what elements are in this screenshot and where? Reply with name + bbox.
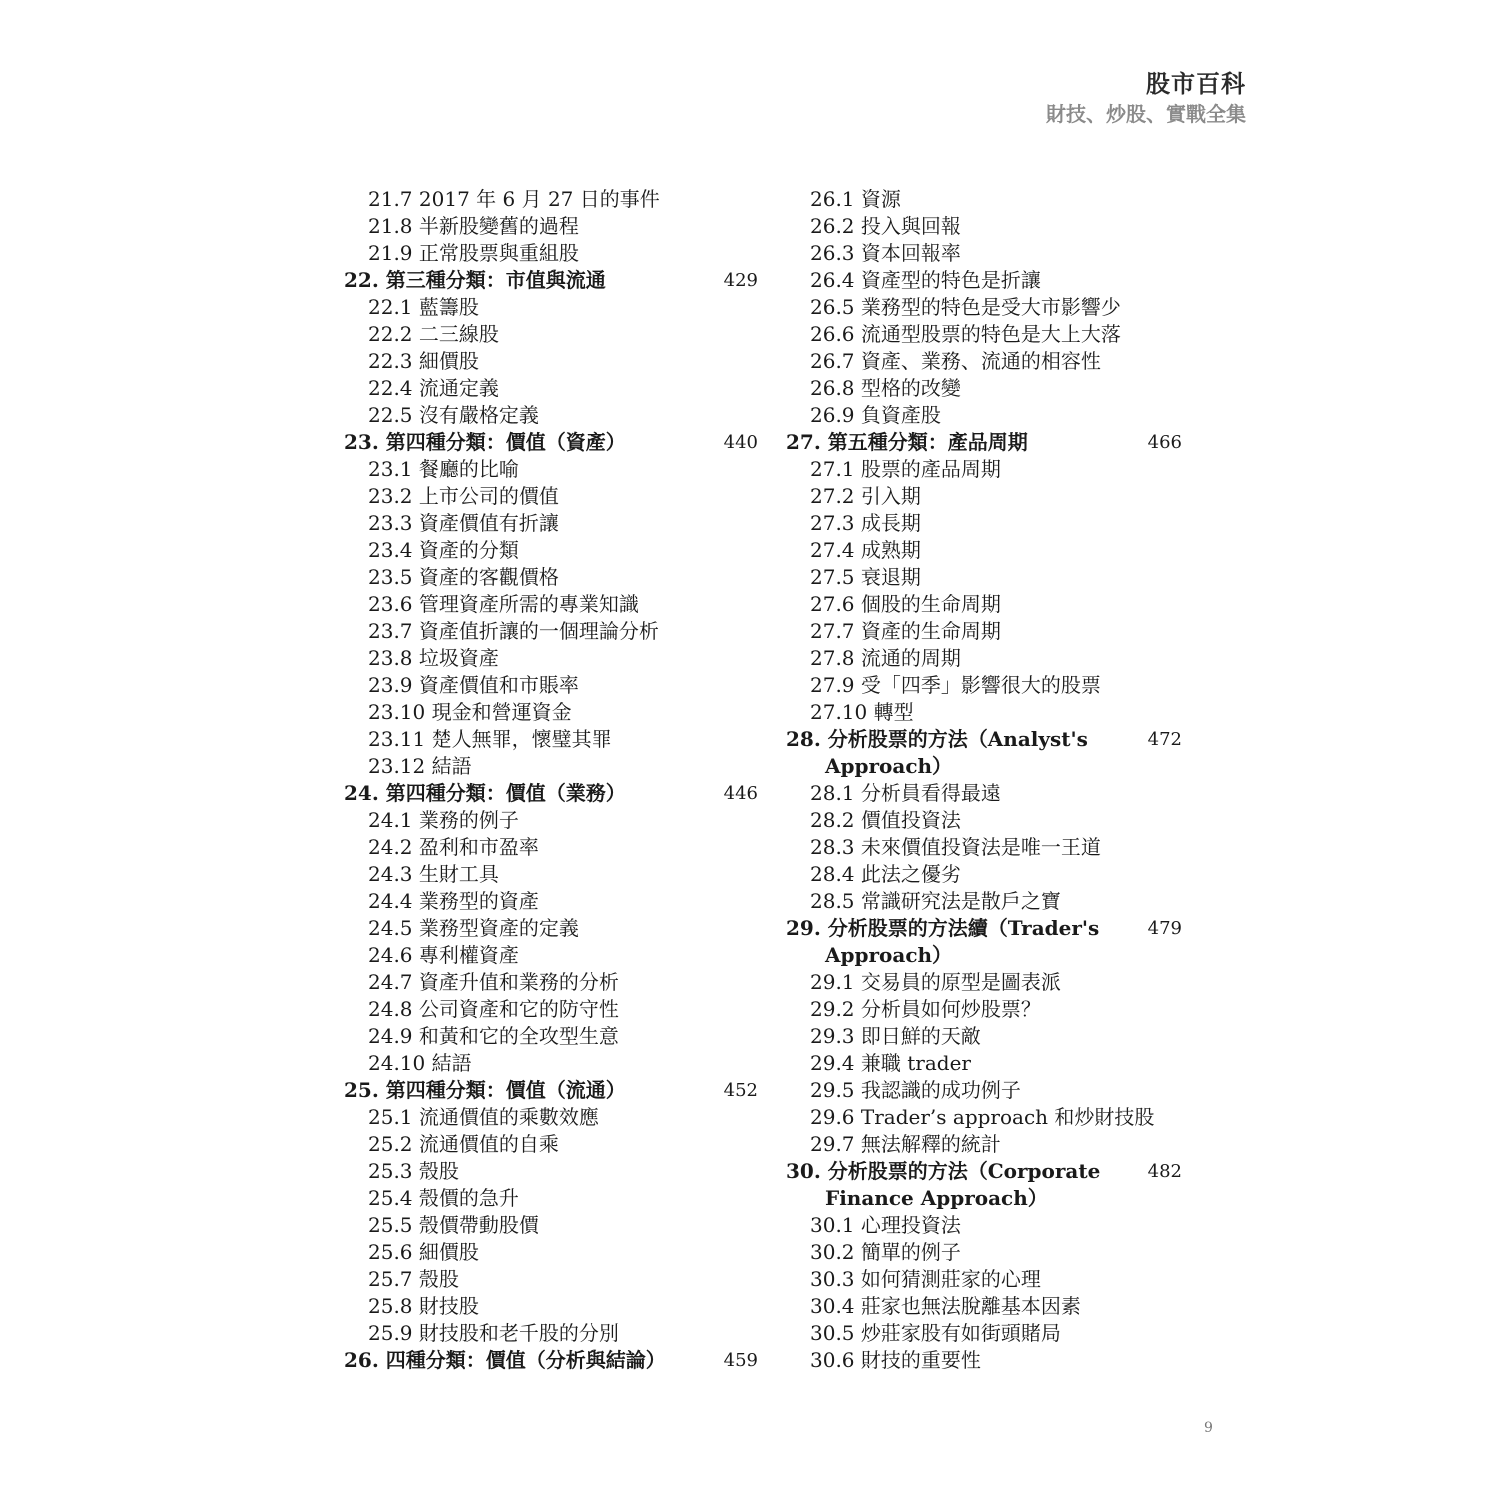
toc-section-entry: 24.9 和黃和它的全攻型生意 — [368, 1024, 619, 1048]
toc-right-column — [786, 186, 1186, 1374]
chapter-title-continuation: Approach） — [825, 943, 953, 967]
toc-section-entry: 23.9 資產價值和市賬率 — [368, 673, 579, 697]
toc-section-entry: 25.3 殼股 — [368, 1159, 459, 1183]
toc-section-entry: 23.10 現金和營運資金 — [368, 700, 572, 724]
toc-section-entry: 26.5 業務型的特色是受大市影響少 — [810, 295, 1121, 319]
toc-section-entry: 26.3 資本回報率 — [810, 241, 961, 265]
toc-section-entry: 25.1 流通價值的乘數效應 — [368, 1105, 599, 1129]
toc-section-entry: 22.5 沒有嚴格定義 — [368, 403, 539, 427]
toc-section-entry: 23.8 垃圾資產 — [368, 646, 499, 670]
toc-section-entry: 24.8 公司資產和它的防守性 — [368, 997, 619, 1021]
toc-section-entry: 24.7 資產升值和業務的分析 — [368, 970, 619, 994]
chapter-page-number: 440 — [723, 432, 758, 453]
toc-section-entry: 25.4 殼價的急升 — [368, 1186, 519, 1210]
chapter-title: 30. 分析股票的方法（Corporate — [786, 1159, 1101, 1183]
toc-section-entry: 22.1 藍籌股 — [368, 295, 479, 319]
book-title: 股市百科 — [1146, 69, 1246, 98]
toc-section-entry: 27.10 轉型 — [810, 700, 914, 724]
toc-section-entry: 24.2 盈利和市盈率 — [368, 835, 539, 859]
toc-section-entry: 29.4 兼職 trader — [810, 1051, 971, 1075]
toc-section-entry: 21.9 正常股票與重組股 — [368, 241, 579, 265]
toc-section-entry: 29.3 即日鮮的天敵 — [810, 1024, 981, 1048]
toc-section-entry: 24.6 專利權資產 — [368, 943, 519, 967]
toc-section-entry: 23.5 資產的客觀價格 — [368, 565, 559, 589]
toc-section-entry: 23.4 資產的分類 — [368, 538, 519, 562]
toc-chapter-entry — [344, 1347, 764, 1374]
toc-section-entry: 24.1 業務的例子 — [368, 808, 519, 832]
toc-section-entry: 26.6 流通型股票的特色是大上大落 — [810, 322, 1121, 346]
toc-section-entry: 27.7 資產的生命周期 — [810, 619, 1001, 643]
chapter-title: 23. 第四種分類：價值（資產） — [344, 430, 626, 454]
toc-section-entry: 24.5 業務型資產的定義 — [368, 916, 579, 940]
chapter-title: 22. 第三種分類：市值與流通 — [344, 268, 606, 292]
chapter-title-continuation: Finance Approach） — [825, 1186, 1048, 1210]
toc-section-entry: 29.2 分析員如何炒股票？ — [810, 997, 1041, 1021]
toc-section-entry: 30.2 簡單的例子 — [810, 1240, 961, 1264]
toc-section-entry: 27.1 股票的產品周期 — [810, 457, 1001, 481]
toc-section-entry: 25.7 殼股 — [368, 1267, 459, 1291]
toc-section-entry: 21.8 半新股變舊的過程 — [368, 214, 579, 238]
toc-section-entry: 28.4 此法之優劣 — [810, 862, 961, 886]
toc-section-entry: 25.6 細價股 — [368, 1240, 479, 1264]
toc-section-entry: 22.2 二三線股 — [368, 322, 499, 346]
toc-section-entry: 25.8 財技股 — [368, 1294, 479, 1318]
chapter-page-number: 466 — [1147, 432, 1182, 453]
toc-section-entry: 28.2 價值投資法 — [810, 808, 961, 832]
chapter-title: 29. 分析股票的方法續（Trader's — [786, 916, 1100, 940]
toc-chapter-entry — [786, 726, 1186, 780]
chapter-title: 24. 第四種分類：價值（業務） — [344, 781, 626, 805]
toc-section-entry: 24.4 業務型的資產 — [368, 889, 539, 913]
chapter-title-continuation: Approach） — [825, 754, 953, 778]
toc-section-entry: 23.7 資產值折讓的一個理論分析 — [368, 619, 659, 643]
toc-section-entry: 27.2 引入期 — [810, 484, 921, 508]
toc-section-entry: 27.8 流通的周期 — [810, 646, 961, 670]
toc-section-entry: 28.5 常識研究法是散戶之寶 — [810, 889, 1061, 913]
toc-section-entry: 23.2 上市公司的價值 — [368, 484, 559, 508]
toc-section-entry: 26.2 投入與回報 — [810, 214, 961, 238]
page-header — [1046, 68, 1246, 128]
toc-section-entry: 25.5 殼價帶動股價 — [368, 1213, 539, 1237]
toc-section-entry: 21.7 2017 年 6 月 27 日的事件 — [368, 187, 660, 211]
toc-section-entry: 30.1 心理投資法 — [810, 1213, 961, 1237]
toc-section-entry: 23.11 楚人無罪，懷璧其罪 — [368, 727, 612, 751]
chapter-page-number: 472 — [1147, 729, 1182, 750]
chapter-title: 28. 分析股票的方法（Analyst's — [786, 727, 1088, 751]
toc-section-entry: 30.3 如何猜測莊家的心理 — [810, 1267, 1041, 1291]
toc-section-entry: 23.3 資產價值有折讓 — [368, 511, 559, 535]
toc-section-entry: 22.4 流通定義 — [368, 376, 499, 400]
toc-section-entry: 27.3 成長期 — [810, 511, 921, 535]
toc-section-entry: 25.9 財技股和老千股的分別 — [368, 1321, 619, 1345]
chapter-page-number: 429 — [723, 270, 758, 291]
toc-section-entry: 26.9 負資產股 — [810, 403, 941, 427]
toc-section-entry: 26.8 型格的改變 — [810, 376, 961, 400]
toc-section-entry: 23.1 餐廳的比喻 — [368, 457, 519, 481]
toc-section-entry: 25.2 流通價值的自乘 — [368, 1132, 559, 1156]
toc-section-entry: 22.3 細價股 — [368, 349, 479, 373]
toc-section-entry: 28.1 分析員看得最遠 — [810, 781, 1001, 805]
chapter-page-number: 459 — [723, 1350, 758, 1371]
toc-chapter-entry — [344, 1077, 764, 1104]
toc-section-entry: 28.3 未來價值投資法是唯一王道 — [810, 835, 1101, 859]
toc-section-entry: 30.4 莊家也無法脫離基本因素 — [810, 1294, 1081, 1318]
toc-section-entry: 24.3 生財工具 — [368, 862, 499, 886]
toc-section-entry: 24.10 結語 — [368, 1051, 472, 1075]
toc-section-entry: 29.5 我認識的成功例子 — [810, 1078, 1021, 1102]
toc-section-entry: 26.4 資產型的特色是折讓 — [810, 268, 1041, 292]
toc-section-entry: 29.6 Trader’s approach 和炒財技股 — [810, 1105, 1155, 1129]
toc-chapter-entry — [786, 1158, 1186, 1212]
book-subtitle: 財技、炒股、實戰全集 — [1046, 102, 1246, 126]
toc-section-entry: 27.6 個股的生命周期 — [810, 592, 1001, 616]
page-number: 9 — [1204, 1420, 1213, 1436]
toc-left-column — [344, 186, 764, 1374]
toc-section-entry: 26.1 資源 — [810, 187, 901, 211]
chapter-page-number: 452 — [723, 1080, 758, 1101]
toc-chapter-entry — [344, 429, 764, 456]
toc-section-entry: 23.12 結語 — [368, 754, 472, 778]
toc-section-entry: 29.1 交易員的原型是圖表派 — [810, 970, 1061, 994]
toc-chapter-entry — [786, 429, 1186, 456]
chapter-title: 27. 第五種分類：產品周期 — [786, 430, 1028, 454]
toc-section-entry: 27.5 衰退期 — [810, 565, 921, 589]
toc-chapter-entry — [786, 915, 1186, 969]
toc-section-entry: 27.9 受「四季」影響很大的股票 — [810, 673, 1101, 697]
chapter-page-number: 446 — [723, 783, 758, 804]
toc-section-entry: 30.5 炒莊家股有如街頭賭局 — [810, 1321, 1061, 1345]
toc-section-entry: 23.6 管理資產所需的專業知識 — [368, 592, 639, 616]
chapter-title: 25. 第四種分類：價值（流通） — [344, 1078, 626, 1102]
chapter-page-number: 482 — [1147, 1161, 1182, 1182]
toc-section-entry: 26.7 資產、業務、流通的相容性 — [810, 349, 1101, 373]
chapter-title: 26. 四種分類：價值（分析與結論） — [344, 1348, 666, 1372]
toc-chapter-entry — [344, 780, 764, 807]
toc-chapter-entry — [344, 267, 764, 294]
toc-section-entry: 29.7 無法解釋的統計 — [810, 1132, 1001, 1156]
chapter-page-number: 479 — [1147, 918, 1182, 939]
toc-section-entry: 30.6 財技的重要性 — [810, 1348, 981, 1372]
toc-section-entry: 27.4 成熟期 — [810, 538, 921, 562]
